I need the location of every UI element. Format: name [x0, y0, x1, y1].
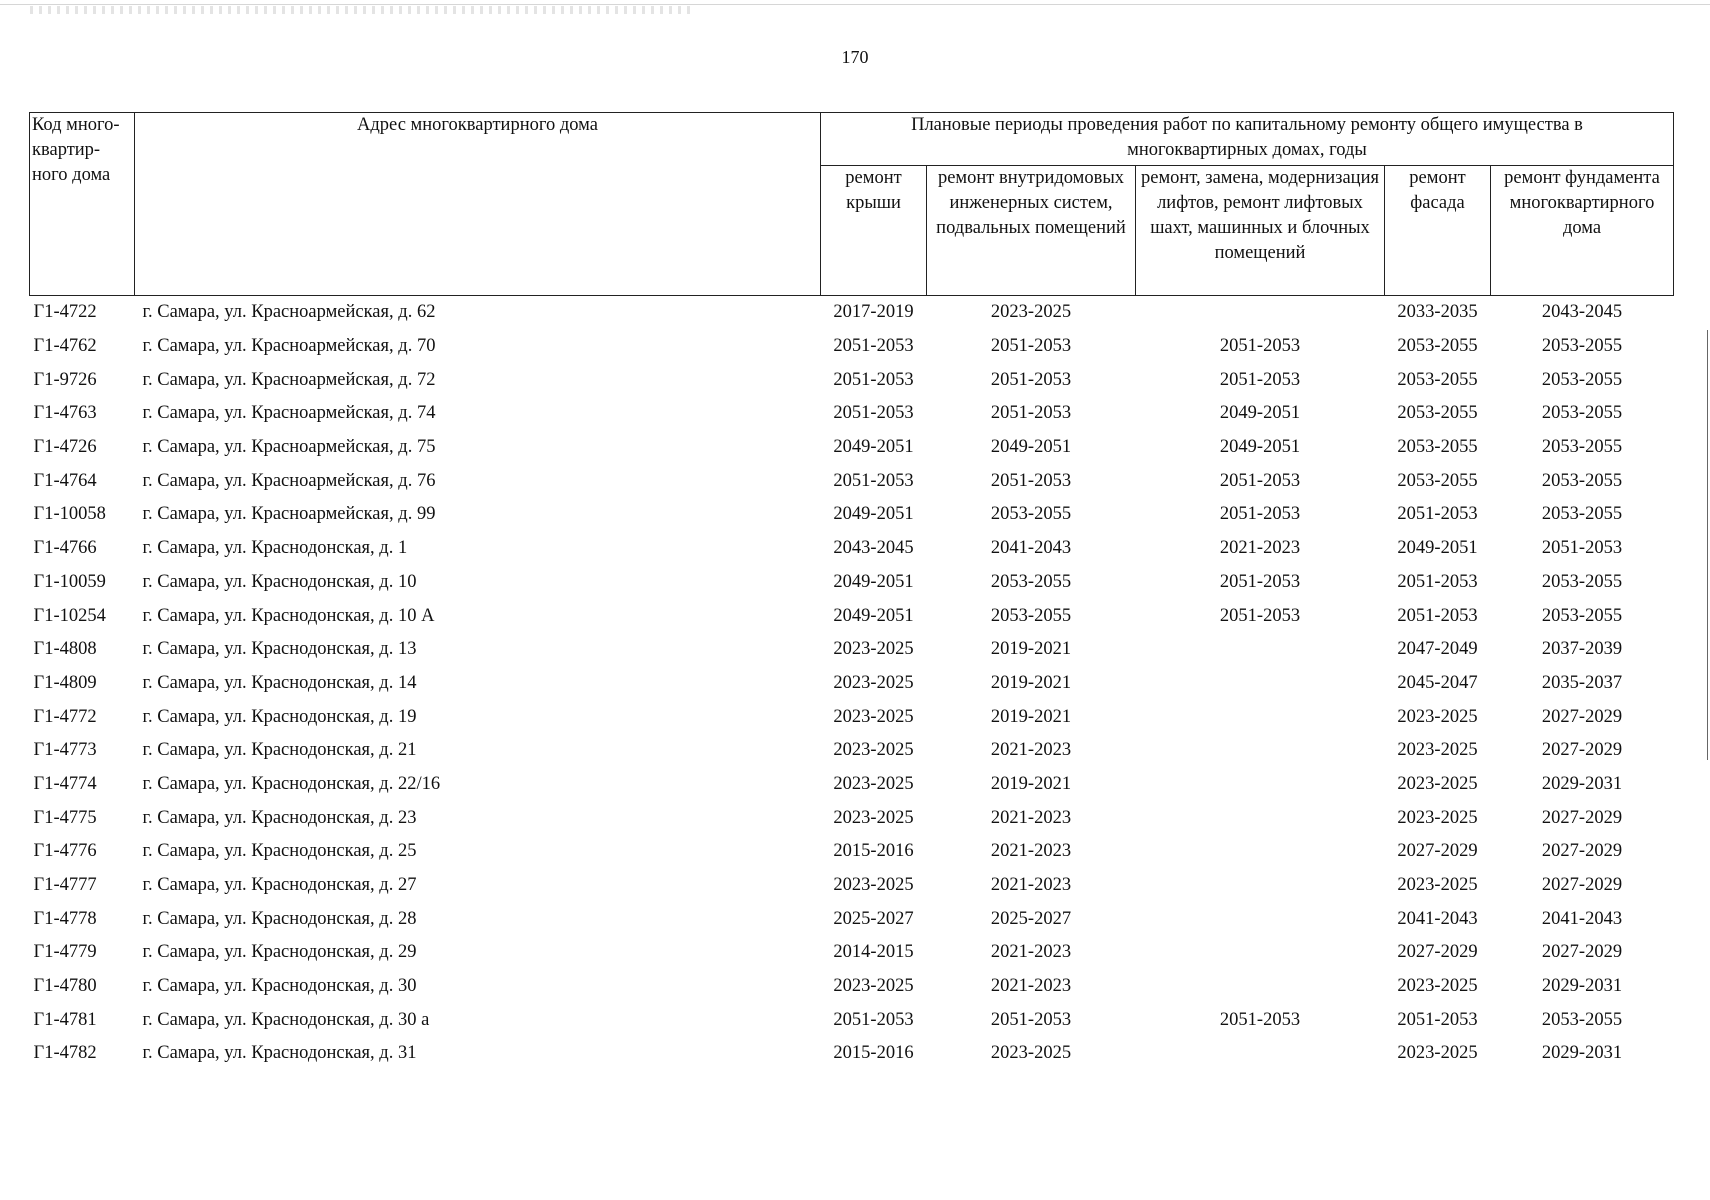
cell-foundation: 2035-2037 [1541, 672, 1623, 693]
cell-systems: 2021-2023 [990, 976, 1072, 997]
scan-artifact-edge [1707, 330, 1708, 760]
cell-foundation: 2053-2055 [1541, 605, 1623, 626]
cell-lifts: 2051-2053 [1219, 336, 1301, 357]
cell-roof: 2023-2025 [833, 706, 914, 727]
cell-foundation: 2029-2031 [1541, 1043, 1623, 1064]
cell-code: Г1-4776 [33, 841, 97, 862]
cell-roof: 2015-2016 [833, 1043, 914, 1064]
table-row [30, 464, 1674, 498]
cell-foundation: 2043-2045 [1541, 302, 1623, 323]
cell-facade: 2053-2055 [1397, 369, 1478, 390]
table-row [30, 801, 1674, 835]
page-number: 170 [841, 47, 869, 67]
cell-foundation: 2053-2055 [1541, 369, 1623, 390]
cell-roof: 2014-2015 [833, 942, 914, 963]
cell-lifts [1136, 734, 1385, 768]
cell-facade: 2047-2049 [1397, 639, 1478, 660]
header-lifts: ремонт, замена, модернизация лифтов, ремонт лифтовых шахт, машинных и блочных помещений [1136, 166, 1385, 296]
cell-foundation: 2027-2029 [1541, 875, 1623, 896]
cell-foundation: 2053-2055 [1541, 504, 1623, 525]
table-row [30, 296, 1674, 330]
cell-lifts [1136, 869, 1385, 903]
table-row [30, 633, 1674, 667]
cell-foundation: 2027-2029 [1541, 942, 1623, 963]
cell-roof: 2051-2053 [833, 1009, 914, 1030]
header-row-top [30, 113, 1674, 166]
cell-systems: 2019-2021 [990, 639, 1072, 660]
cell-address: г. Самара, ул. Краснодонская, д. 22/16 [142, 773, 441, 794]
cell-systems: 2051-2053 [990, 336, 1072, 357]
table-row [30, 902, 1674, 936]
cell-code: Г1-9726 [33, 369, 97, 390]
cell-systems: 2023-2025 [990, 1043, 1072, 1064]
cell-roof: 2025-2027 [833, 908, 914, 929]
cell-facade: 2023-2025 [1397, 875, 1478, 896]
cell-foundation: 2053-2055 [1541, 403, 1623, 424]
cell-systems: 2023-2025 [990, 302, 1072, 323]
table-row [30, 667, 1674, 701]
table-row [30, 431, 1674, 465]
cell-address: г. Самара, ул. Красноармейская, д. 74 [142, 403, 436, 424]
cell-systems: 2021-2023 [990, 841, 1072, 862]
cell-roof: 2023-2025 [833, 807, 914, 828]
cell-systems: 2021-2023 [990, 875, 1072, 896]
table-row [30, 532, 1674, 566]
table-header [30, 113, 1674, 296]
cell-roof: 2049-2051 [833, 437, 914, 458]
cell-facade: 2023-2025 [1397, 740, 1478, 761]
cell-facade: 2023-2025 [1397, 706, 1478, 727]
cell-roof: 2023-2025 [833, 773, 914, 794]
cell-lifts [1136, 902, 1385, 936]
cell-code: Г1-10254 [33, 605, 106, 626]
cell-code: Г1-10059 [33, 571, 106, 592]
cell-roof: 2023-2025 [833, 875, 914, 896]
cell-systems: 2049-2051 [990, 437, 1072, 458]
cell-facade: 2051-2053 [1397, 1009, 1478, 1030]
table-row [30, 700, 1674, 734]
table-row [30, 363, 1674, 397]
cell-code: Г1-4775 [33, 807, 97, 828]
cell-foundation: 2029-2031 [1541, 976, 1623, 997]
cell-lifts [1136, 296, 1385, 330]
cell-roof: 2017-2019 [833, 302, 914, 323]
cell-foundation: 2027-2029 [1541, 740, 1623, 761]
cell-address: г. Самара, ул. Краснодонская, д. 30 [142, 976, 417, 997]
cell-facade: 2053-2055 [1397, 336, 1478, 357]
cell-facade: 2049-2051 [1397, 538, 1478, 559]
table-row [30, 599, 1674, 633]
cell-systems: 2019-2021 [990, 773, 1072, 794]
cell-roof: 2049-2051 [833, 571, 914, 592]
cell-systems: 2051-2053 [990, 1009, 1072, 1030]
cell-lifts: 2051-2053 [1219, 605, 1301, 626]
cell-lifts: 2051-2053 [1219, 504, 1301, 525]
cell-lifts: 2049-2051 [1219, 403, 1301, 424]
cell-lifts [1136, 1037, 1385, 1071]
table-row [30, 970, 1674, 1004]
table-row [30, 835, 1674, 869]
cell-address: г. Самара, ул. Краснодонская, д. 19 [142, 706, 417, 727]
cell-foundation: 2053-2055 [1541, 470, 1623, 491]
cell-code: Г1-4780 [33, 976, 97, 997]
header-foundation: ремонт фундамента многоквартирного дома [1491, 166, 1674, 296]
cell-code: Г1-4778 [33, 908, 97, 929]
cell-systems: 2021-2023 [990, 740, 1072, 761]
cell-address: г. Самара, ул. Красноармейская, д. 99 [142, 504, 436, 525]
cell-address: г. Самара, ул. Краснодонская, д. 21 [142, 740, 417, 761]
scan-artifact-smudge [30, 6, 690, 14]
cell-facade: 2045-2047 [1397, 672, 1478, 693]
cell-facade: 2053-2055 [1397, 470, 1478, 491]
cell-systems: 2019-2021 [990, 672, 1072, 693]
table-row [30, 397, 1674, 431]
cell-facade: 2033-2035 [1397, 302, 1478, 323]
cell-lifts: 2051-2053 [1219, 369, 1301, 390]
cell-facade: 2041-2043 [1397, 908, 1478, 929]
cell-facade: 2053-2055 [1397, 437, 1478, 458]
cell-roof: 2023-2025 [833, 639, 914, 660]
cell-systems: 2051-2053 [990, 369, 1072, 390]
cell-foundation: 2051-2053 [1541, 538, 1623, 559]
cell-code: Г1-4774 [33, 773, 97, 794]
cell-roof: 2023-2025 [833, 976, 914, 997]
cell-roof: 2051-2053 [833, 403, 914, 424]
table-row [30, 1037, 1674, 1071]
cell-foundation: 2027-2029 [1541, 841, 1623, 862]
cell-address: г. Самара, ул. Краснодонская, д. 29 [142, 942, 417, 963]
cell-address: г. Самара, ул. Красноармейская, д. 75 [142, 437, 436, 458]
cell-foundation: 2053-2055 [1541, 1009, 1623, 1030]
cell-lifts: 2021-2023 [1219, 538, 1301, 559]
cell-lifts: 2051-2053 [1219, 1009, 1301, 1030]
cell-code: Г1-4779 [33, 942, 97, 963]
cell-address: г. Самара, ул. Красноармейская, д. 70 [142, 336, 436, 357]
cell-facade: 2023-2025 [1397, 807, 1478, 828]
cell-address: г. Самара, ул. Краснодонская, д. 10 [142, 571, 417, 592]
header-facade: ремонт фасада [1385, 166, 1491, 296]
header-code: Код много-квартир-ного дома [30, 113, 135, 296]
table-row [30, 869, 1674, 903]
cell-code: Г1-4782 [33, 1043, 97, 1064]
cell-foundation: 2053-2055 [1541, 437, 1623, 458]
cell-systems: 2021-2023 [990, 807, 1072, 828]
cell-foundation: 2053-2055 [1541, 336, 1623, 357]
cell-facade: 2023-2025 [1397, 976, 1478, 997]
cell-facade: 2051-2053 [1397, 504, 1478, 525]
cell-code: Г1-4809 [33, 672, 97, 693]
cell-lifts [1136, 667, 1385, 701]
cell-address: г. Самара, ул. Краснодонская, д. 10 А [142, 605, 435, 626]
cell-facade: 2027-2029 [1397, 841, 1478, 862]
cell-lifts [1136, 700, 1385, 734]
cell-lifts [1136, 768, 1385, 802]
cell-address: г. Самара, ул. Краснодонская, д. 28 [142, 908, 417, 929]
cell-systems: 2053-2055 [990, 504, 1072, 525]
header-roof: ремонт крыши [821, 166, 927, 296]
cell-address: г. Самара, ул. Красноармейская, д. 72 [142, 369, 436, 390]
cell-systems: 2051-2053 [990, 403, 1072, 424]
header-address: Адрес многоквартирного дома [135, 113, 821, 296]
cell-roof: 2023-2025 [833, 740, 914, 761]
cell-address: г. Самара, ул. Красноармейская, д. 62 [142, 302, 436, 323]
cell-address: г. Самара, ул. Краснодонская, д. 30 а [142, 1009, 430, 1030]
cell-lifts [1136, 936, 1385, 970]
cell-code: Г1-4722 [33, 302, 97, 323]
table-row [30, 1003, 1674, 1037]
cell-lifts: 2049-2051 [1219, 437, 1301, 458]
cell-facade: 2027-2029 [1397, 942, 1478, 963]
cell-code: Г1-4773 [33, 740, 97, 761]
cell-lifts [1136, 633, 1385, 667]
cell-roof: 2051-2053 [833, 336, 914, 357]
scan-artifact-line [0, 4, 1710, 5]
cell-lifts [1136, 970, 1385, 1004]
cell-address: г. Самара, ул. Краснодонская, д. 27 [142, 875, 417, 896]
cell-systems: 2051-2053 [990, 470, 1072, 491]
cell-address: г. Самара, ул. Краснодонская, д. 1 [142, 538, 408, 559]
cell-systems: 2019-2021 [990, 706, 1072, 727]
cell-foundation: 2027-2029 [1541, 706, 1623, 727]
cell-code: Г1-4763 [33, 403, 97, 424]
repair-schedule-table [29, 112, 1674, 1071]
cell-address: г. Самара, ул. Краснодонская, д. 31 [142, 1043, 417, 1064]
header-planned-periods: Плановые периоды проведения работ по капитальному ремонту общего имущества в многоквартирных домах, годы [821, 113, 1674, 166]
cell-roof: 2051-2053 [833, 470, 914, 491]
cell-code: Г1-4762 [33, 336, 97, 357]
cell-roof: 2049-2051 [833, 504, 914, 525]
cell-address: г. Самара, ул. Краснодонская, д. 23 [142, 807, 417, 828]
cell-address: г. Самара, ул. Красноармейская, д. 76 [142, 470, 436, 491]
header-systems: ремонт внутридомовых инженерных систем, подвальных помещений [927, 166, 1136, 296]
cell-roof: 2051-2053 [833, 369, 914, 390]
table-row [30, 498, 1674, 532]
cell-code: Г1-4781 [33, 1009, 97, 1030]
cell-facade: 2023-2025 [1397, 1043, 1478, 1064]
cell-code: Г1-10058 [33, 504, 106, 525]
cell-foundation: 2037-2039 [1541, 639, 1623, 660]
table-body [30, 296, 1674, 1071]
cell-foundation: 2029-2031 [1541, 773, 1623, 794]
cell-roof: 2015-2016 [833, 841, 914, 862]
cell-code: Г1-4772 [33, 706, 97, 727]
table-row [30, 936, 1674, 970]
cell-facade: 2051-2053 [1397, 571, 1478, 592]
cell-systems: 2041-2043 [990, 538, 1072, 559]
cell-foundation: 2041-2043 [1541, 908, 1623, 929]
cell-address: г. Самара, ул. Краснодонская, д. 13 [142, 639, 417, 660]
cell-roof: 2043-2045 [833, 538, 914, 559]
cell-facade: 2051-2053 [1397, 605, 1478, 626]
cell-lifts [1136, 835, 1385, 869]
cell-address: г. Самара, ул. Краснодонская, д. 14 [142, 672, 417, 693]
cell-foundation: 2053-2055 [1541, 571, 1623, 592]
cell-foundation: 2027-2029 [1541, 807, 1623, 828]
cell-code: Г1-4808 [33, 639, 97, 660]
cell-systems: 2021-2023 [990, 942, 1072, 963]
table-row [30, 330, 1674, 364]
table-row [30, 768, 1674, 802]
cell-facade: 2023-2025 [1397, 773, 1478, 794]
cell-systems: 2025-2027 [990, 908, 1072, 929]
cell-facade: 2053-2055 [1397, 403, 1478, 424]
cell-code: Г1-4777 [33, 875, 97, 896]
cell-lifts: 2051-2053 [1219, 470, 1301, 491]
cell-roof: 2023-2025 [833, 672, 914, 693]
cell-address: г. Самара, ул. Краснодонская, д. 25 [142, 841, 417, 862]
cell-code: Г1-4764 [33, 470, 97, 491]
cell-roof: 2049-2051 [833, 605, 914, 626]
cell-code: Г1-4726 [33, 437, 97, 458]
table-row [30, 566, 1674, 600]
cell-systems: 2053-2055 [990, 605, 1072, 626]
table-row [30, 734, 1674, 768]
cell-code: Г1-4766 [33, 538, 97, 559]
cell-systems: 2053-2055 [990, 571, 1072, 592]
cell-lifts: 2051-2053 [1219, 571, 1301, 592]
cell-lifts [1136, 801, 1385, 835]
